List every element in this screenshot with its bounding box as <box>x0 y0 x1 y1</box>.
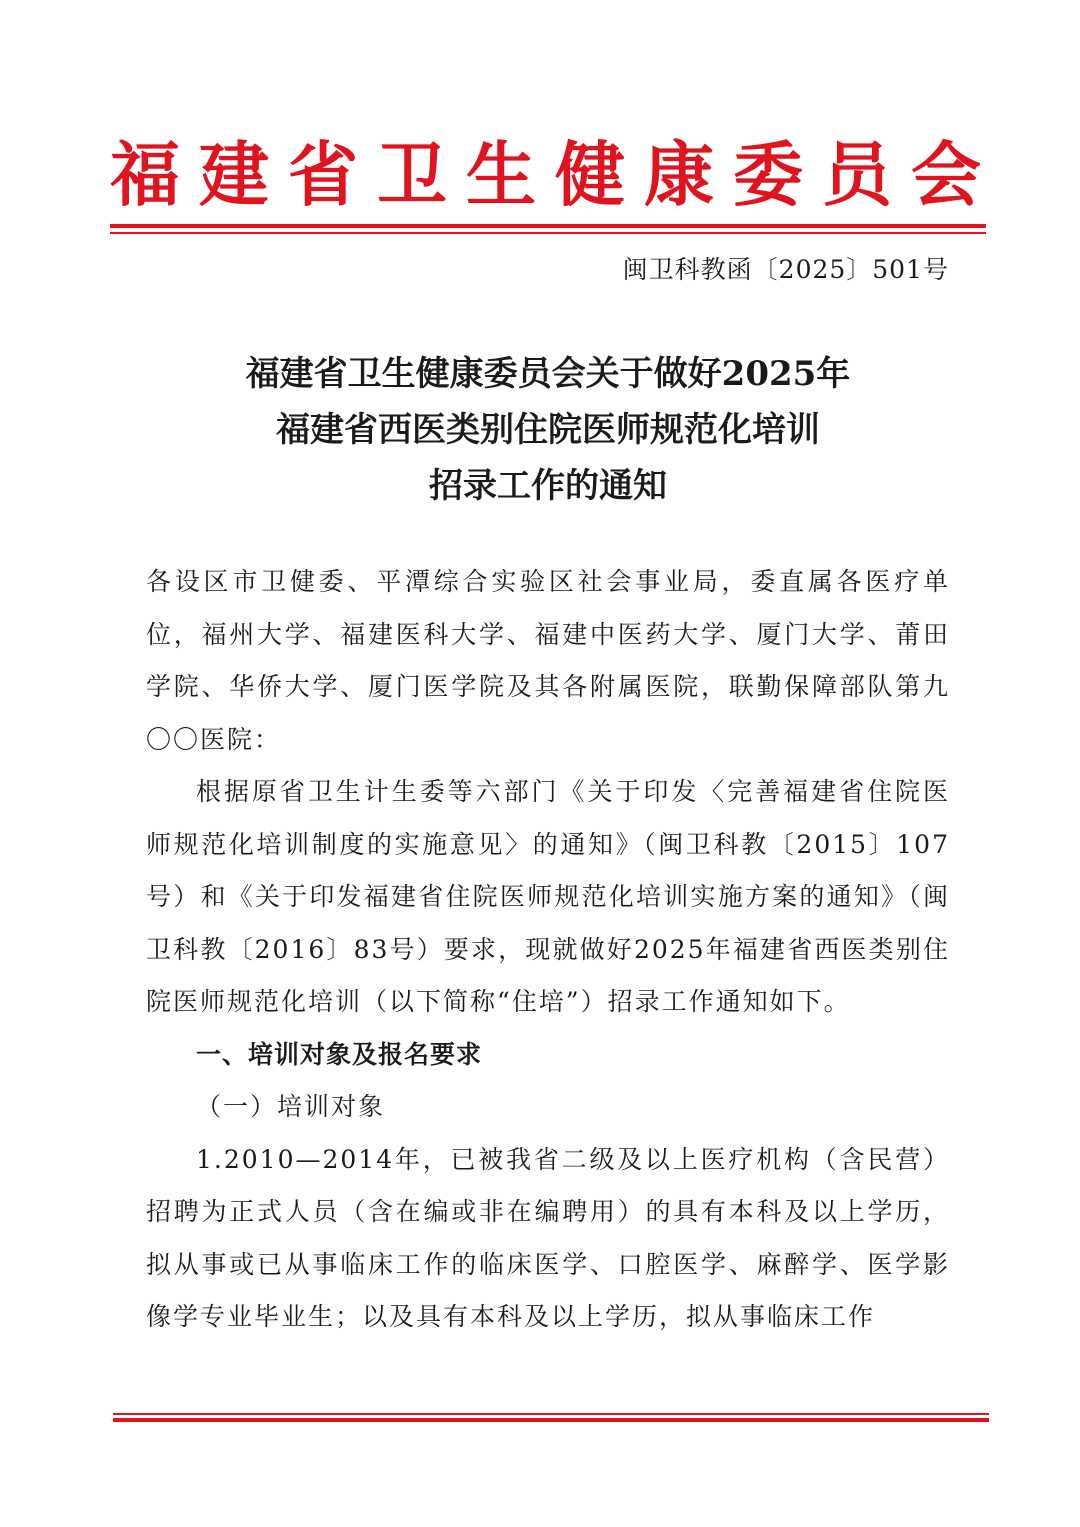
letterhead-rule-thin <box>110 232 986 234</box>
document-title <box>100 346 996 514</box>
item-paragraph: 1.2010—2014年，已被我省二级及以上医疗机构（含民营）招聘为正式人员（含在编或非在编聘用）的具有本科及以上学历，拟从事或已从事临床工作的临床医学、口腔医学、麻醉学、医学影像学专业毕业生；以及具有本科及以上学历，拟从事临床工作 <box>146 1144 950 1331</box>
footer-rule-thick <box>113 1418 989 1422</box>
document-body <box>146 556 950 1344</box>
document-number: 闽卫科教函〔2025〕501号 <box>622 255 949 284</box>
letterhead-rule-thick <box>110 224 986 228</box>
letterhead-org-name: 福建省卫生健康委员会 <box>110 133 1000 216</box>
document-title-line-3: 招录工作的通知 <box>429 466 667 506</box>
footer-rule-thin <box>113 1413 989 1415</box>
addressee-paragraph: 各设区市卫健委、平潭综合实验区社会事业局，委直属各医疗单位，福州大学、福建医科大学、福建中医药大学、厦门大学、莆田学院、华侨大学、厦门医学院及其各附属医院，联勤保障部队第九〇〇医院： <box>146 567 950 754</box>
document-title-line-2: 福建省西医类别住院医师规范化培训 <box>276 410 820 450</box>
subsection-heading: （一）培训对象 <box>196 1092 386 1121</box>
document-title-line-1: 福建省卫生健康委员会关于做好2025年 <box>245 354 851 394</box>
intro-paragraph: 根据原省卫生计生委等六部门《关于印发〈完善福建省住院医师规范化培训制度的实施意见〉的通知》（闽卫科教〔2015〕107号）和《关于印发福建省住院医师规范化培训实施方案的通知》（闽卫科教〔2016〕83号）要求，现就做好2025年福建省西医类别住院医师规范化培训（以下简称“住培”）招录工作通知如下。 <box>146 777 950 1016</box>
section-heading: 一、培训对象及报名要求 <box>196 1039 483 1069</box>
